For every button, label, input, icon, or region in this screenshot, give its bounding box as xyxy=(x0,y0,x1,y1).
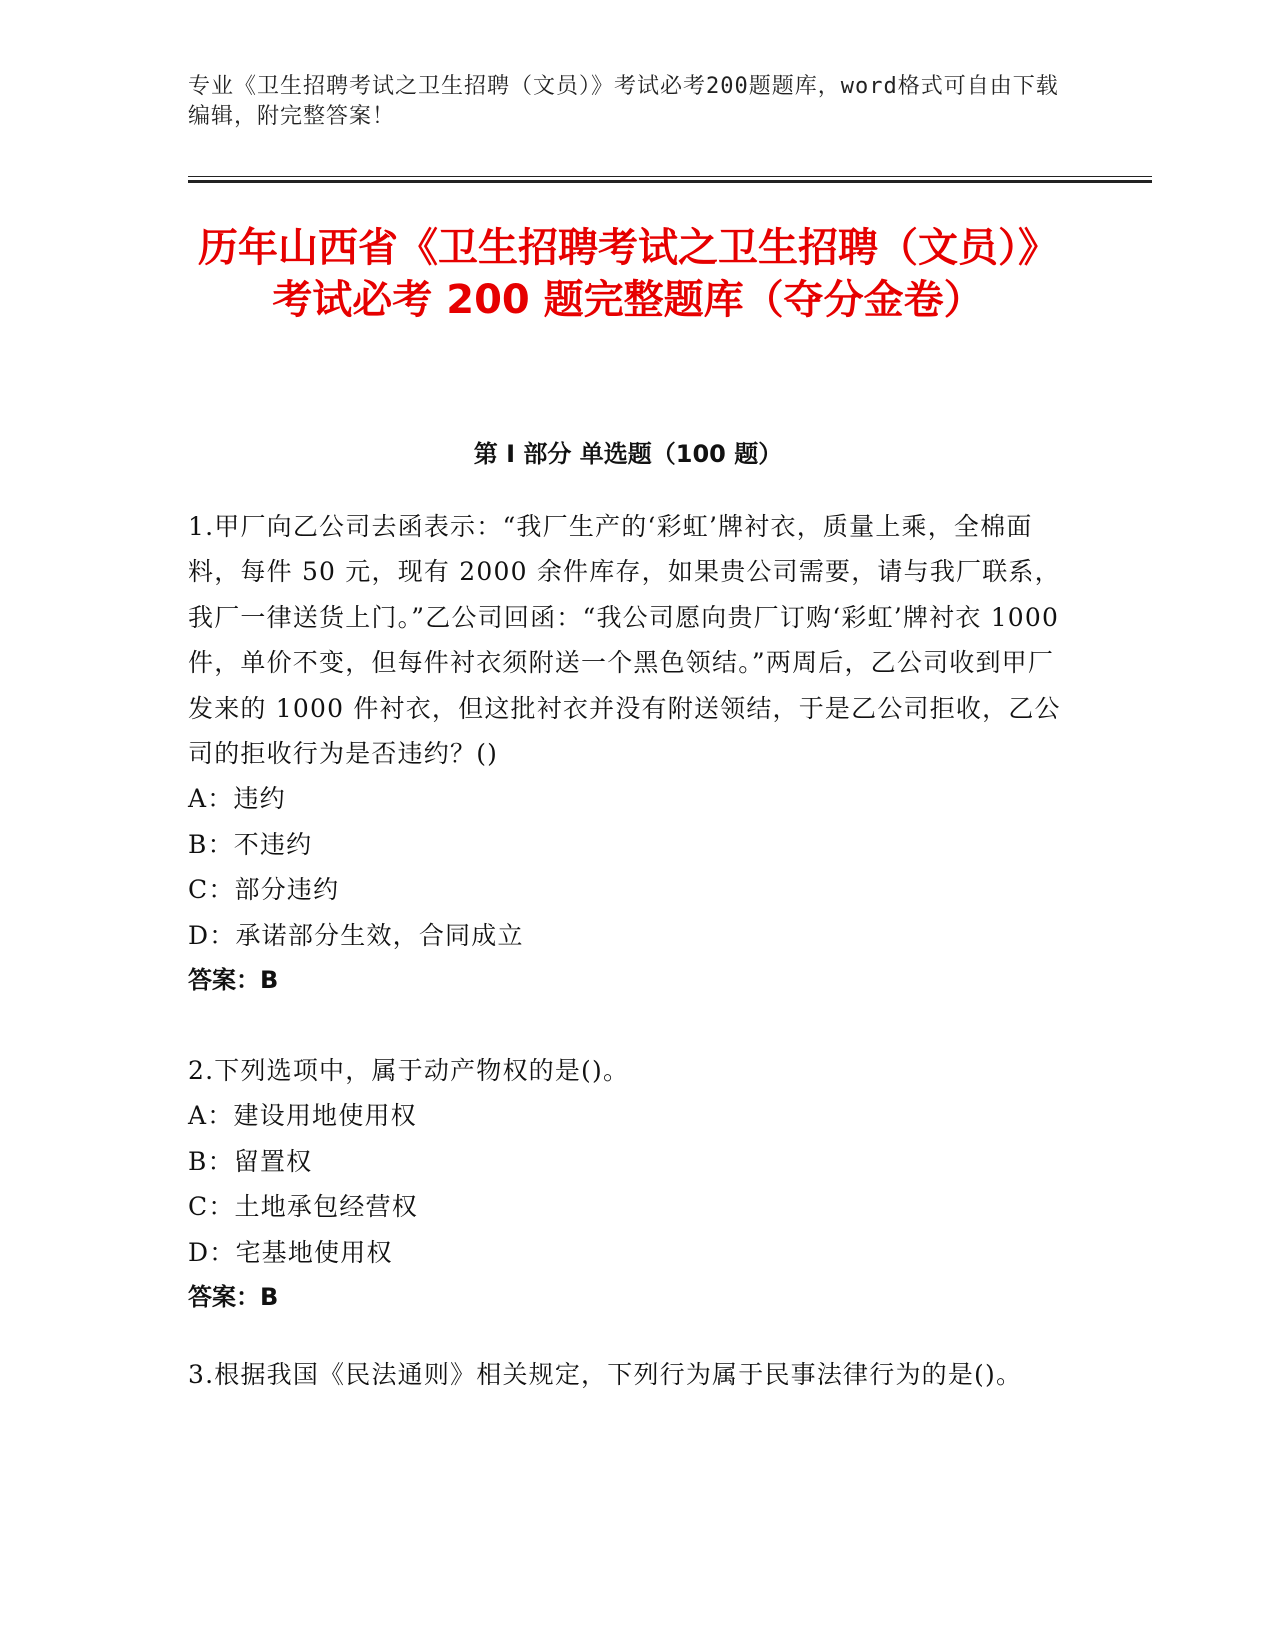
option-d: D：宅基地使用权 xyxy=(188,1237,393,1267)
header-note: 专业《卫生招聘考试之卫生招聘（文员）》考试必考200题题库，word格式可自由下载编辑，附完整答案！ xyxy=(188,74,1059,129)
option-c: C：土地承包经营权 xyxy=(188,1192,418,1222)
option-a: A：违约 xyxy=(188,784,286,814)
document-title: 历年山西省《卫生招聘考试之卫生招聘（文员）》考试必考 200 题完整题库（夺分金卷） xyxy=(198,225,1058,323)
question-stem: 2.下列选项中，属于动产物权的是()。 xyxy=(188,1056,630,1085)
header-rule-thin xyxy=(188,176,1152,177)
option-a: A：建设用地使用权 xyxy=(188,1101,417,1131)
option-b: B：留置权 xyxy=(188,1146,313,1176)
header-rule-thick xyxy=(188,180,1152,183)
question-stem: 3.根据我国《民法通则》相关规定，下列行为属于民事法律行为的是()。 xyxy=(188,1360,1023,1389)
answer: 答案：B xyxy=(188,1283,279,1312)
answer: 答案：B xyxy=(188,966,279,995)
question-3 xyxy=(188,1352,1068,1397)
option-d: D：承诺部分生效，合同成立 xyxy=(188,920,524,950)
option-c: C：部分违约 xyxy=(188,875,340,905)
question-stem: 1.甲厂向乙公司去函表示：“我厂生产的‘彩虹’牌衬衣，质量上乘，全棉面料，每件 50 元，现有 2000 余件库存，如果贵公司需要，请与我厂联系，我厂一律送货上门。”乙公司回函：“我公司愿向贵厂订购‘彩虹’牌衬衣 1000 件，单价不变，但每件衬衣须附送一个黑色领结。”两周后，乙公司收到甲厂发来的 1000 件衬衣，但这批衬衣并没有附送领结，于是乙公司拒收，乙公司的拒收行为是否违约？() xyxy=(188,512,1061,769)
option-b: B：不违约 xyxy=(188,829,313,859)
question-1 xyxy=(188,504,1068,1003)
question-2 xyxy=(188,1048,1068,1320)
section-heading: 第 I 部分 单选题（100 题） xyxy=(473,440,783,468)
